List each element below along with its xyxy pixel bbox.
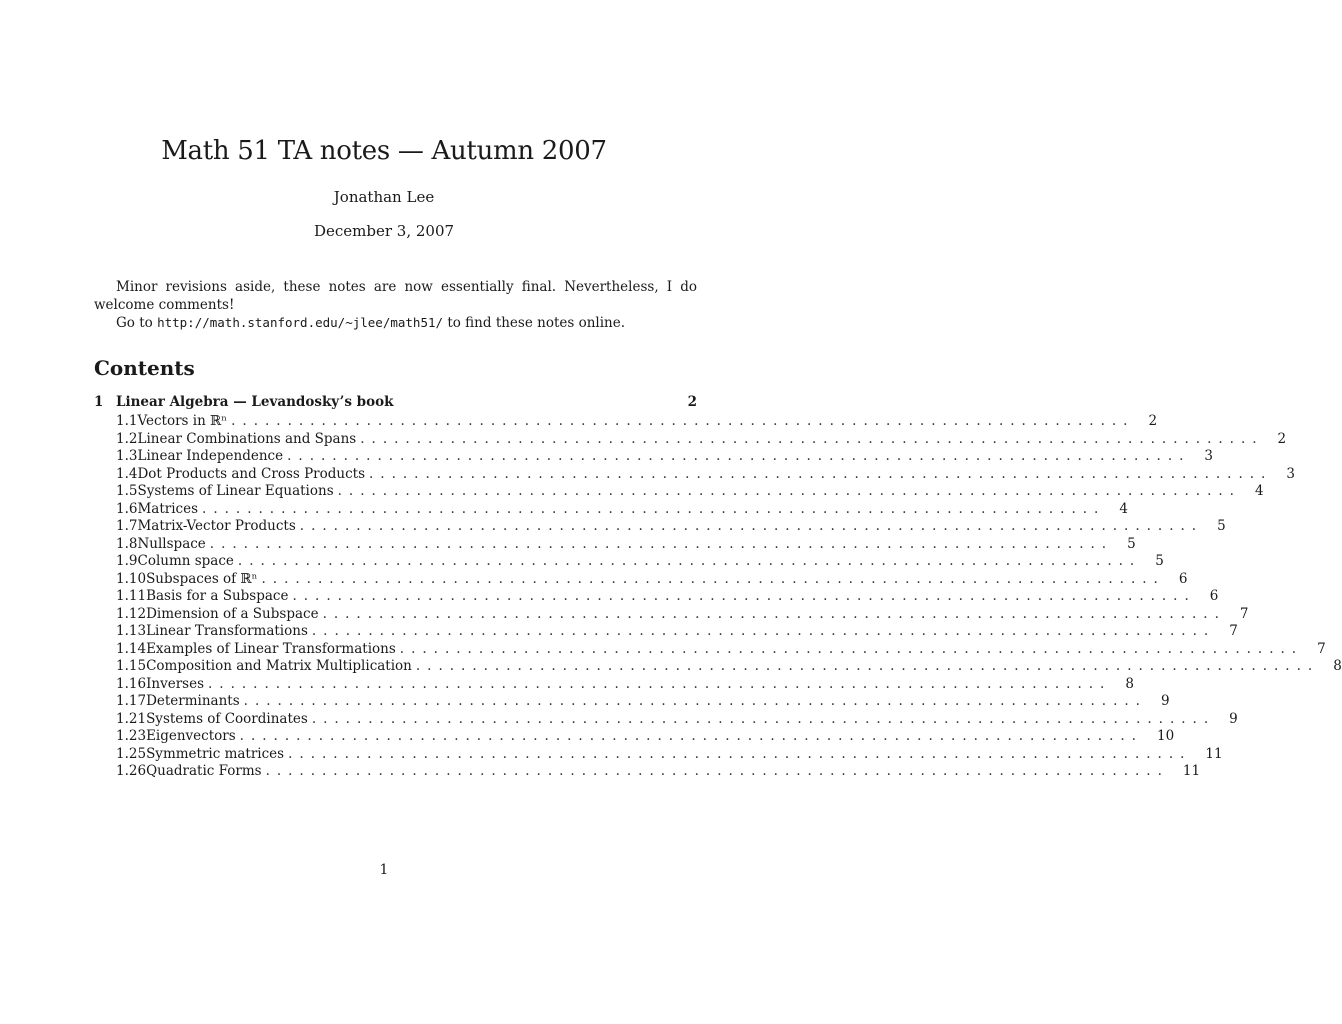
abstract-line-2-suffix: to find these notes online. bbox=[443, 315, 626, 331]
abstract-line-2-prefix: Go to bbox=[116, 315, 158, 331]
toc-entry[interactable] bbox=[94, 535, 1136, 554]
toc-entry-number: 1.12 bbox=[116, 605, 147, 622]
toc-section-page: 2 bbox=[687, 394, 697, 410]
document-date: December 3, 2007 bbox=[313, 222, 455, 240]
toc-entry-number: 1.11 bbox=[116, 588, 147, 604]
toc-entry-number: 1.13 bbox=[116, 623, 147, 639]
toc-entry-number: 1.8 bbox=[116, 535, 138, 552]
toc-entry[interactable] bbox=[94, 413, 1158, 431]
toc-leader-dots: ................................................................................ bbox=[322, 605, 1226, 622]
toc-entry-number: 1.15 bbox=[116, 658, 147, 674]
toc-entry[interactable] bbox=[94, 710, 1238, 729]
toc-entry-label: Linear Combinations and Spans bbox=[137, 430, 357, 447]
toc-entry-page: 4 bbox=[1119, 500, 1128, 517]
toc-entry-page: 7 bbox=[1317, 640, 1326, 657]
toc-entry-label: Subspaces of ℝⁿ bbox=[146, 570, 258, 587]
toc-entry-page: 5 bbox=[1127, 535, 1136, 552]
abstract-line-1: Minor revisions aside, these notes are now essentially final. Nevertheless, I do welcome comments! bbox=[94, 279, 697, 313]
table-of-contents bbox=[94, 394, 1342, 781]
toc-entry-label: Linear Transformations bbox=[146, 623, 308, 639]
toc-entry-label: Determinants bbox=[146, 693, 240, 709]
toc-entry-number: 1.17 bbox=[116, 693, 147, 709]
toc-entry-number: 1.1 bbox=[116, 413, 138, 429]
toc-entry-label: Dimension of a Subspace bbox=[146, 605, 319, 622]
toc-leader-dots: ................................................................................ bbox=[288, 745, 1192, 762]
toc-leader-dots: ................................................................................ bbox=[311, 623, 1216, 639]
toc-entry[interactable] bbox=[94, 518, 1226, 536]
toc-entry-number: 1.16 bbox=[116, 675, 147, 692]
toc-entry-page: 6 bbox=[1178, 570, 1188, 587]
toc-entry-page: 2 bbox=[1277, 430, 1287, 447]
toc-section-1[interactable] bbox=[94, 394, 697, 413]
toc-leader-dots: ................................................................................ bbox=[287, 448, 1191, 464]
toc-leader-dots: ................................................................................ bbox=[208, 675, 1112, 692]
toc-entry-number: 1.9 bbox=[116, 553, 138, 569]
toc-entry[interactable] bbox=[94, 728, 1175, 746]
toc-leader-dots: ................................................................................ bbox=[292, 588, 1196, 604]
toc-leader-dots: ................................................................................ bbox=[243, 693, 1147, 709]
toc-entry-label: Examples of Linear Transformations bbox=[146, 640, 396, 657]
toc-entry[interactable] bbox=[94, 430, 1287, 449]
toc-entry-label: Inverses bbox=[146, 675, 205, 692]
toc-entry[interactable] bbox=[94, 623, 1238, 641]
toc-entry-label: Basis for a Subspace bbox=[146, 588, 289, 604]
toc-entry[interactable] bbox=[94, 693, 1170, 711]
toc-entries bbox=[94, 413, 1342, 781]
toc-entry-page: 3 bbox=[1286, 465, 1295, 482]
toc-entry-page: 5 bbox=[1155, 553, 1164, 569]
toc-leader-dots: ................................................................................ bbox=[209, 535, 1114, 552]
toc-entry-label: Dot Products and Cross Products bbox=[137, 465, 366, 482]
toc-entry[interactable] bbox=[94, 448, 1214, 466]
toc-entry[interactable] bbox=[94, 500, 1128, 519]
toc-leader-dots: ................................................................................ bbox=[415, 658, 1320, 674]
toc-entry-page: 7 bbox=[1229, 623, 1238, 639]
toc-leader-dots: ................................................................................ bbox=[360, 430, 1264, 447]
toc-entry-page: 4 bbox=[1254, 483, 1264, 499]
toc-entry-label: Matrix-Vector Products bbox=[137, 518, 296, 534]
toc-entry-label: Systems of Linear Equations bbox=[137, 483, 334, 499]
toc-entry-page: 9 bbox=[1229, 710, 1238, 727]
toc-leader-dots: ................................................................................ bbox=[337, 483, 1241, 499]
toc-section-label: Linear Algebra — Levandosky’s book bbox=[116, 394, 394, 410]
toc-entry[interactable] bbox=[94, 588, 1219, 606]
toc-entry[interactable] bbox=[94, 658, 1342, 676]
toc-entry-number: 1.2 bbox=[116, 430, 138, 447]
abstract bbox=[94, 278, 697, 332]
page-number: 1 bbox=[379, 862, 389, 878]
toc-entry-number: 1.25 bbox=[116, 745, 147, 762]
toc-entry-page: 5 bbox=[1217, 518, 1226, 534]
toc-leader-dots: ................................................................................ bbox=[399, 640, 1304, 657]
toc-leader-dots: ................................................................................ bbox=[231, 413, 1135, 429]
toc-entry[interactable] bbox=[94, 763, 1201, 781]
toc-entry[interactable] bbox=[94, 483, 1264, 501]
toc-entry-number: 1.6 bbox=[116, 500, 138, 517]
abstract-line-2 bbox=[94, 314, 697, 332]
toc-entry-page: 6 bbox=[1209, 588, 1219, 604]
toc-leader-dots: ................................................................................ bbox=[311, 710, 1216, 727]
toc-entry-label: Symmetric matrices bbox=[146, 745, 285, 762]
toc-entry-page: 8 bbox=[1125, 675, 1134, 692]
toc-entry-label: Systems of Coordinates bbox=[146, 710, 308, 727]
toc-entry[interactable] bbox=[94, 745, 1223, 764]
toc-entry[interactable] bbox=[94, 570, 1188, 589]
toc-entry-number: 1.14 bbox=[116, 640, 147, 657]
toc-entry-label: Vectors in ℝⁿ bbox=[137, 413, 228, 429]
toc-entry[interactable] bbox=[94, 605, 1249, 624]
toc-entry-page: 9 bbox=[1160, 693, 1170, 709]
toc-entry-page: 7 bbox=[1239, 605, 1249, 622]
toc-leader-dots: ................................................................................ bbox=[237, 553, 1142, 569]
toc-entry-number: 1.5 bbox=[116, 483, 138, 499]
toc-entry-label: Column space bbox=[137, 553, 234, 569]
toc-entry-label: Nullspace bbox=[137, 535, 206, 552]
toc-entry-number: 1.3 bbox=[116, 448, 138, 464]
toc-entry-number: 1.21 bbox=[116, 710, 147, 727]
toc-entry-page: 11 bbox=[1205, 745, 1223, 762]
toc-entry-label: Linear Independence bbox=[137, 448, 284, 464]
toc-entry[interactable] bbox=[94, 465, 1295, 484]
toc-entry[interactable] bbox=[94, 675, 1134, 694]
toc-entry-page: 10 bbox=[1156, 728, 1175, 744]
toc-leader-dots: ................................................................................ bbox=[239, 728, 1143, 744]
contents-heading: Contents bbox=[94, 356, 195, 380]
toc-leader-dots: ................................................................................ bbox=[261, 570, 1165, 587]
toc-entry-label: Quadratic Forms bbox=[146, 763, 262, 779]
toc-entry-page: 3 bbox=[1204, 448, 1214, 464]
notes-url-link[interactable]: http://math.stanford.edu/~jlee/math51/ bbox=[157, 315, 444, 330]
toc-entry-number: 1.7 bbox=[116, 518, 138, 534]
toc-entry-page: 8 bbox=[1333, 658, 1342, 674]
toc-leader-dots: ................................................................................ bbox=[265, 763, 1169, 779]
toc-entry-page: 2 bbox=[1148, 413, 1158, 429]
toc-entry-label: Composition and Matrix Multiplication bbox=[146, 658, 412, 674]
toc-entry-number: 1.10 bbox=[116, 570, 147, 587]
toc-leader-dots: ................................................................................ bbox=[369, 465, 1273, 482]
toc-leader-dots: ................................................................................ bbox=[202, 500, 1106, 517]
toc-entry[interactable] bbox=[94, 553, 1164, 571]
toc-leader-dots: ................................................................................ bbox=[299, 518, 1204, 534]
toc-entry-number: 1.23 bbox=[116, 728, 147, 744]
toc-entry-number: 1.4 bbox=[116, 465, 138, 482]
document-author: Jonathan Lee bbox=[333, 188, 435, 206]
document-title: Math 51 TA notes — Autumn 2007 bbox=[161, 136, 607, 166]
toc-entry[interactable] bbox=[94, 640, 1326, 659]
toc-entry-label: Eigenvectors bbox=[146, 728, 236, 744]
toc-entry-page: 11 bbox=[1182, 763, 1201, 779]
toc-section-number: 1 bbox=[94, 394, 104, 410]
toc-entry-label: Matrices bbox=[137, 500, 199, 517]
toc-entry-number: 1.26 bbox=[116, 763, 147, 779]
